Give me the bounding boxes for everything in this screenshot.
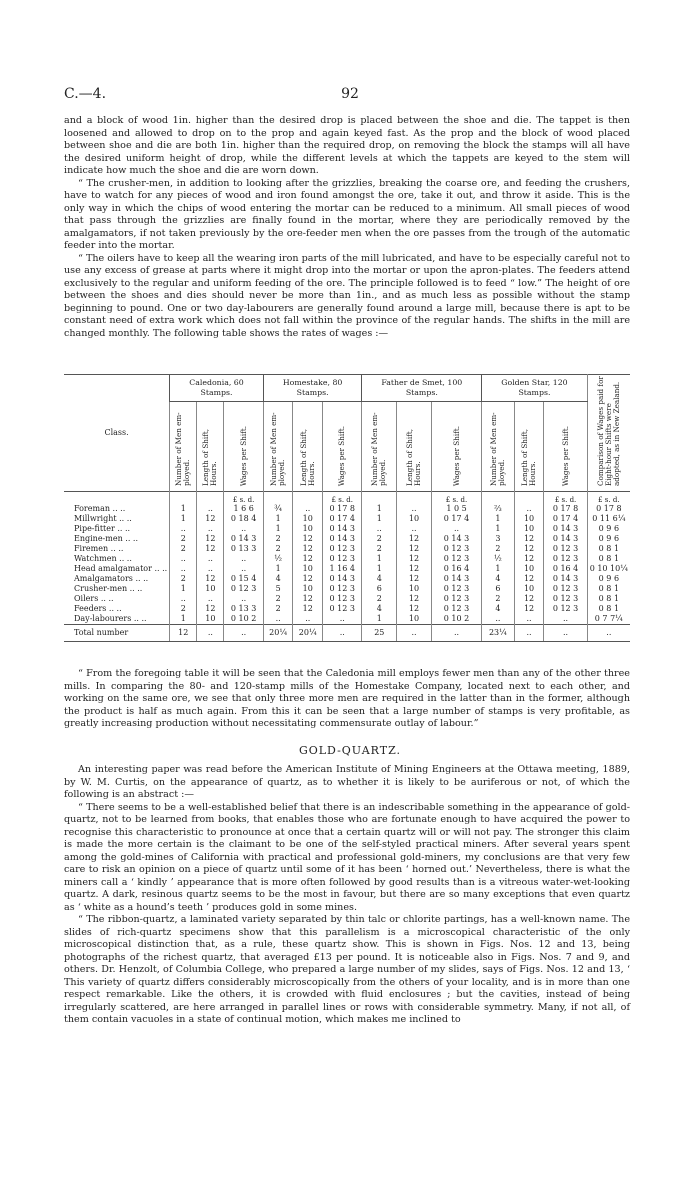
caledonia-wages-cell: 0 10 2 <box>224 614 263 625</box>
homestake-wages-cell: .. <box>323 614 362 625</box>
father-de-smet-men-cell: 2 <box>362 594 397 604</box>
homestake-men-cell: 2 <box>263 544 293 554</box>
comparison-cell: 0 9 6 <box>587 574 630 584</box>
father-de-smet-wages-cell: 0 16 4 <box>431 564 481 574</box>
comparison-cell: 0 9 6 <box>587 534 630 544</box>
golden-star-wages-cell: 0 12 3 <box>544 594 587 604</box>
paragraph: “ The crusher-men, in addition to looking after the grizzlies, breaking the coarse ore, and feeding the crushers, have to watch for any pieces of wood and iron found amongst the ore, take it out, and throw it aside. This is the only way in which the chips of wood entering the mortar can be reduced to a minimum. All small pieces of wood that pass through the grizzlies are finally found in the mortar, where they are periodically removed by the amalgamators, if not taken previously by the ore-feeder men when the ore passes from the trough of the automatic feeder into the mortar. <box>64 177 630 251</box>
caledonia-men-cell: 1 <box>170 504 197 514</box>
caledonia-hours-cell: 10 <box>197 614 224 625</box>
golden-star-men-cell: .. <box>482 614 515 625</box>
sub-header-men: Number of Men em-ployed. <box>482 402 515 492</box>
golden-star-men-cell: ⅔ <box>482 504 515 514</box>
table-row <box>64 534 630 544</box>
father-de-smet-wages-cell: 0 12 3 <box>431 554 481 564</box>
golden-star-hours-cell: 10 <box>514 564 544 574</box>
row-class-label: Head amalgamator .. .. <box>74 564 168 573</box>
caledonia-men-cell: 1 <box>170 614 197 625</box>
father-de-smet-hours-cell: .. <box>397 504 432 514</box>
caledonia-men-cell: .. <box>170 564 197 574</box>
homestake-men-cell: 1 <box>263 564 293 574</box>
table-row <box>64 594 630 604</box>
page-header <box>64 86 636 106</box>
row-class-label: Feeders .. .. <box>74 604 122 613</box>
golden-star-hours-cell: 12 <box>514 534 544 544</box>
paragraph: “ The oilers have to keep all the wearing iron parts of the mill lubricated, and have to be especially careful not to use any excess of grease at parts where it might drop into the mortar or upon the apron-plates. The feeders attend exclusively to the regular and uniform feeding of the ore. The principle followed is to feed “ low.” The height of ore between the shoes and dies should never be more than 1in., and as much less as possible without the stamp beginning to pound. One or two day-labourers are generally found around a large mill, because there is apt to be constant need of extra work which does not fall within the province of the regular hands. The shifts in the mill are changed monthly. The following table shows the rates of wages :— <box>64 252 630 339</box>
caledonia-wages-cell: .. <box>224 554 263 564</box>
page-number: 92 <box>341 86 359 102</box>
caledonia-hours-cell: 12 <box>197 534 224 544</box>
sub-header-wages: Wages per Shift. <box>224 402 263 492</box>
father-de-smet-hours-cell: 12 <box>397 604 432 614</box>
golden-star-hours-cell: 12 <box>514 594 544 604</box>
father-de-smet-hours-cell: 10 <box>397 514 432 524</box>
homestake-men-cell: 2 <box>263 594 293 604</box>
caledonia-wages-cell: 0 12 3 <box>224 584 263 594</box>
golden-star-wages-cell: 0 14 3 <box>544 574 587 584</box>
golden-star-wages-cell: 0 17 4 <box>544 514 587 524</box>
table-row <box>64 614 630 625</box>
golden-star-hours-cell: .. <box>514 504 544 514</box>
father-de-smet-wages-cell: 0 12 3 <box>431 584 481 594</box>
father-de-smet-men-cell: 1 <box>362 554 397 564</box>
father-de-smet-hours-cell: 12 <box>397 574 432 584</box>
table-row <box>64 524 630 534</box>
total-cell: .. <box>397 625 432 642</box>
gold-quartz-text-block <box>64 764 630 1027</box>
sub-header-men: Number of Men em-ployed. <box>263 402 293 492</box>
comparison-cell: 0 10 10¼ <box>587 564 630 574</box>
father-de-smet-wages-cell: 1 0 5 <box>431 504 481 514</box>
caledonia-wages-cell: .. <box>224 564 263 574</box>
homestake-wages-cell: 0 17 8 <box>323 504 362 514</box>
homestake-wages-cell: 0 12 3 <box>323 594 362 604</box>
total-cell: 20¼ <box>263 625 293 642</box>
caledonia-men-cell: 1 <box>170 514 197 524</box>
golden-star-men-cell: 4 <box>482 604 515 614</box>
caledonia-hours-cell: 12 <box>197 604 224 614</box>
caledonia-men-cell: 2 <box>170 604 197 614</box>
caledonia-wages-cell: 0 13 3 <box>224 544 263 554</box>
row-class-label: Foreman .. .. <box>74 504 126 513</box>
homestake-men-cell: .. <box>263 614 293 625</box>
father-de-smet-men-cell: 1 <box>362 564 397 574</box>
total-cell: 20¼ <box>293 625 323 642</box>
sub-header-men: Number of Men em-ployed. <box>170 402 197 492</box>
golden-star-men-cell: 6 <box>482 584 515 594</box>
father-de-smet-men-cell: 1 <box>362 514 397 524</box>
sub-header-shift: Length of Shift, Hours. <box>397 402 432 492</box>
father-de-smet-hours-cell: 10 <box>397 614 432 625</box>
wages-table <box>64 374 630 642</box>
sub-header-wages: Wages per Shift. <box>431 402 481 492</box>
father-de-smet-men-cell: 1 <box>362 614 397 625</box>
row-class-label: Day-labourers .. .. <box>74 614 147 623</box>
table-row <box>64 574 630 584</box>
sub-header-shift: Length of Shift, Hours. <box>293 402 323 492</box>
father-de-smet-hours-cell: .. <box>397 524 432 534</box>
homestake-hours-cell: .. <box>293 504 323 514</box>
father-de-smet-men-cell: 4 <box>362 574 397 584</box>
caledonia-wages-cell: 0 14 3 <box>224 534 263 544</box>
father-de-smet-wages-cell: 0 12 3 <box>431 604 481 614</box>
comparison-header: Comparison of Wages paid for Eight-hour Shifts were adopted, as in New Zealand. <box>587 375 630 492</box>
homestake-hours-cell: 12 <box>293 534 323 544</box>
father-de-smet-men-cell: 4 <box>362 604 397 614</box>
golden-star-men-cell: 4 <box>482 574 515 584</box>
paragraph: “ The ribbon-quartz, a laminated variety separated by thin talc or chlorite partings, has a well-known name. The slides of rich-quartz specimens show that this parallelism is a microscopical characteristic of the only microscopical distinction that, as a rule, these quartz show. This is shown in Figs. Nos. 12 and 13, being photographs of the richest quartz, that averaged £13 per pound. It is noticeable also in Figs. Nos. 7 and 9, and others. Dr. Henzolt, of Columbia College, who prepared a large number of my slides, says of Figs. Nos. 12 and 13, ‘ This variety of quartz differs considerably microscopically from the others of your locality, and is in more than one respect remarkable. Like the others, it is crowded with fluid enclosures ; but the cavities, instead of being irregularly scattered, are here arranged in parallel lines or rows with considerable symmetry. Many, if not all, of them contain vacuoles in a state of continual motion, which makes me inclined to <box>64 914 630 1025</box>
total-cell: 25 <box>362 625 397 642</box>
golden-star-men-cell: 2 <box>482 594 515 604</box>
father-de-smet-hours-cell: 12 <box>397 544 432 554</box>
comparison-cell: 0 7 7¼ <box>587 614 630 625</box>
row-class-label: Pipe-fitter .. .. <box>74 524 131 533</box>
comparison-cell: 0 8 1 <box>587 584 630 594</box>
father-de-smet-men-cell: 2 <box>362 534 397 544</box>
unit-label: £ s. d. <box>224 492 263 505</box>
father-de-smet-wages-cell: 0 17 4 <box>431 514 481 524</box>
row-class-label: Millwright .. .. <box>74 514 132 523</box>
top-text-block <box>64 115 630 340</box>
golden-star-wages-cell: 0 16 4 <box>544 564 587 574</box>
father-de-smet-wages-cell: 0 14 3 <box>431 534 481 544</box>
comparison-cell: 0 8 1 <box>587 554 630 564</box>
homestake-wages-cell: 1 16 4 <box>323 564 362 574</box>
table-row <box>64 504 630 514</box>
golden-star-hours-cell: 12 <box>514 574 544 584</box>
class-column-header: Class. <box>104 428 129 437</box>
golden-star-men-cell: 1 <box>482 564 515 574</box>
homestake-wages-cell: 0 14 3 <box>323 534 362 544</box>
group-header-homestake: Homestake, 80 Stamps. <box>263 375 362 402</box>
comparison-cell: 0 8 1 <box>587 604 630 614</box>
caledonia-hours-cell: 12 <box>197 514 224 524</box>
units-row <box>64 492 630 505</box>
group-header-caledonia: Caledonia, 60 Stamps. <box>170 375 264 402</box>
caledonia-hours-cell: .. <box>197 594 224 604</box>
homestake-hours-cell: 12 <box>293 544 323 554</box>
homestake-hours-cell: 10 <box>293 564 323 574</box>
golden-star-wages-cell: 0 14 3 <box>544 534 587 544</box>
father-de-smet-wages-cell: 0 12 3 <box>431 594 481 604</box>
golden-star-men-cell: 3 <box>482 534 515 544</box>
caledonia-wages-cell: 0 15 4 <box>224 574 263 584</box>
golden-star-hours-cell: 12 <box>514 544 544 554</box>
homestake-hours-cell: 12 <box>293 594 323 604</box>
caledonia-wages-cell: .. <box>224 594 263 604</box>
row-class-label: Crusher-men .. .. <box>74 584 143 593</box>
unit-label: £ s. d. <box>544 492 587 505</box>
total-cell: .. <box>587 625 630 642</box>
paragraph: An interesting paper was read before the American Institute of Mining Engineers at the Ottawa meeting, 1889, by W. M. Curtis, on the appearance of quartz, as to whether it is likely to be auriferous or not, of which the following is an abstract :— <box>64 764 630 800</box>
section-heading: GOLD-QUARTZ. <box>298 744 402 757</box>
golden-star-wages-cell: 0 12 3 <box>544 584 587 594</box>
caledonia-hours-cell: .. <box>197 564 224 574</box>
golden-star-men-cell: 1 <box>482 514 515 524</box>
golden-star-wages-cell: 0 12 3 <box>544 554 587 564</box>
father-de-smet-men-cell: 2 <box>362 544 397 554</box>
caledonia-hours-cell: .. <box>197 554 224 564</box>
total-cell: 12 <box>170 625 197 642</box>
sub-header-wages: Wages per Shift. <box>323 402 362 492</box>
paragraph: and a block of wood 1in. higher than the desired drop is placed between the shoe and die. The tappet is then loosened and allowed to drop on to the prop and again keyed fast. As the prop and the block of wood placed between shoe and die are both 1in. higher than the required drop, on removing the block the stamps will all have the desired uniform height of drop, while the different levels at which the tappets are keyed to the stem will indicate how much the shoe and die are worn down. <box>64 115 630 176</box>
golden-star-hours-cell: 10 <box>514 524 544 534</box>
caledonia-wages-cell: 0 18 4 <box>224 514 263 524</box>
father-de-smet-wages-cell: 0 12 3 <box>431 544 481 554</box>
homestake-hours-cell: 10 <box>293 524 323 534</box>
caledonia-hours-cell: .. <box>197 524 224 534</box>
homestake-wages-cell: 0 17 4 <box>323 514 362 524</box>
total-cell: .. <box>544 625 587 642</box>
paragraph: “ From the foregoing table it will be seen that the Caledonia mill employs fewer men than any of the other three mills. In comparing the 80- and 120-stamp mills of the Homestake Company, located next to each other, and working on the same ore, we see that only three more men are required in the latter than in the former, although the product is half as much again. From this it can be seen that a large number of stamps is very profitable, as greatly increasing production without necessitating commensurate outlay of labour.” <box>64 668 630 729</box>
father-de-smet-wages-cell: 0 10 2 <box>431 614 481 625</box>
homestake-men-cell: 5 <box>263 584 293 594</box>
golden-star-hours-cell: 10 <box>514 584 544 594</box>
homestake-hours-cell: 12 <box>293 574 323 584</box>
father-de-smet-men-cell: 6 <box>362 584 397 594</box>
homestake-men-cell: 1 <box>263 524 293 534</box>
father-de-smet-men-cell: 1 <box>362 504 397 514</box>
table-row <box>64 544 630 554</box>
caledonia-men-cell: 2 <box>170 574 197 584</box>
father-de-smet-wages-cell: 0 14 3 <box>431 574 481 584</box>
group-header-father-de-smet: Father de Smet, 100 Stamps. <box>362 375 482 402</box>
golden-star-wages-cell: 0 17 8 <box>544 504 587 514</box>
golden-star-wages-cell: 0 12 3 <box>544 544 587 554</box>
homestake-hours-cell: 10 <box>293 584 323 594</box>
homestake-men-cell: 1 <box>263 514 293 524</box>
row-class-label: Oilers .. .. <box>74 594 114 603</box>
golden-star-men-cell: 1 <box>482 524 515 534</box>
father-de-smet-hours-cell: 12 <box>397 534 432 544</box>
unit-label: £ s. d. <box>587 492 630 505</box>
golden-star-wages-cell: .. <box>544 614 587 625</box>
homestake-hours-cell: 12 <box>293 554 323 564</box>
homestake-wages-cell: 0 12 3 <box>323 604 362 614</box>
homestake-hours-cell: 10 <box>293 514 323 524</box>
father-de-smet-hours-cell: 12 <box>397 564 432 574</box>
golden-star-men-cell: ½ <box>482 554 515 564</box>
caledonia-hours-cell: 10 <box>197 584 224 594</box>
homestake-men-cell: ½ <box>263 554 293 564</box>
total-cell: .. <box>514 625 544 642</box>
homestake-wages-cell: 0 12 3 <box>323 554 362 564</box>
homestake-men-cell: 2 <box>263 534 293 544</box>
total-cell: .. <box>323 625 362 642</box>
total-cell: .. <box>197 625 224 642</box>
sub-header-shift: Length of Shift, Hours. <box>197 402 224 492</box>
caledonia-men-cell: .. <box>170 554 197 564</box>
caledonia-wages-cell: 1 6 6 <box>224 504 263 514</box>
table-row <box>64 554 630 564</box>
table-row <box>64 564 630 574</box>
comparison-cell: 0 8 1 <box>587 544 630 554</box>
sub-header-men: Number of Men em-ployed. <box>362 402 397 492</box>
father-de-smet-wages-cell: .. <box>431 524 481 534</box>
father-de-smet-hours-cell: 12 <box>397 594 432 604</box>
caledonia-hours-cell: 12 <box>197 574 224 584</box>
homestake-wages-cell: 0 12 3 <box>323 544 362 554</box>
total-label: Total number <box>64 625 170 642</box>
table-row <box>64 584 630 594</box>
unit-label: £ s. d. <box>431 492 481 505</box>
report-code: C.—4. <box>64 86 107 102</box>
golden-star-hours-cell: 12 <box>514 604 544 614</box>
father-de-smet-hours-cell: 12 <box>397 554 432 564</box>
table-body <box>64 492 630 642</box>
homestake-men-cell: 4 <box>263 574 293 584</box>
comparison-cell: 0 8 1 <box>587 594 630 604</box>
caledonia-hours-cell: 12 <box>197 544 224 554</box>
homestake-hours-cell: .. <box>293 614 323 625</box>
total-cell: 23¼ <box>482 625 515 642</box>
homestake-wages-cell: 0 14 3 <box>323 524 362 534</box>
conclusion-text-block <box>64 668 630 731</box>
caledonia-men-cell: 2 <box>170 534 197 544</box>
caledonia-men-cell: 1 <box>170 584 197 594</box>
row-class-label: Engine-men .. .. <box>74 534 138 543</box>
table-row <box>64 604 630 614</box>
comparison-cell: 0 17 8 <box>587 504 630 514</box>
total-cell: .. <box>224 625 263 642</box>
caledonia-wages-cell: 0 13 3 <box>224 604 263 614</box>
golden-star-wages-cell: 0 12 3 <box>544 604 587 614</box>
comparison-cell: 0 11 6¼ <box>587 514 630 524</box>
caledonia-men-cell: .. <box>170 594 197 604</box>
total-row <box>64 625 630 642</box>
homestake-wages-cell: 0 14 3 <box>323 574 362 584</box>
homestake-men-cell: ¾ <box>263 504 293 514</box>
unit-label: £ s. d. <box>323 492 362 505</box>
homestake-men-cell: 2 <box>263 604 293 614</box>
homestake-wages-cell: 0 12 3 <box>323 584 362 594</box>
sub-header-wages: Wages per Shift. <box>544 402 587 492</box>
sub-header-shift: Length of Shift, Hours. <box>514 402 544 492</box>
row-class-label: Amalgamators .. .. <box>74 574 149 583</box>
row-class-label: Watchmen .. .. <box>74 554 132 563</box>
paragraph: “ There seems to be a well-established belief that there is an indescribable something in the appearance of gold-quartz, not to be learned from books, that enables those who are fortunate enough to have acquired the power to recognise this characteristic to pronounce at once that a certain quartz will or will not pay. The stronger this claim is made the more certain is the claimant to be one of the self-styled practical miners. After several years spent among the gold-mines of California with practical and professional gold-miners, my conclusions are that very few care to risk an opinion on a piece of quartz until some of it has been ‘ horned out.’ Nevertheless, there is what the miners call a ‘ kindly ’ appearance that is more often followed by good results than is a vitreous water-wet-looking quartz. A dark, resinous quartz seems to be the most in favour, but there are so many exceptions that even quartz as ‘ white as a hound’s teeth ’ produces gold in some mines. <box>64 801 630 913</box>
father-de-smet-hours-cell: 10 <box>397 584 432 594</box>
golden-star-hours-cell: 12 <box>514 554 544 564</box>
comparison-cell: 0 9 6 <box>587 524 630 534</box>
group-header-golden-star: Golden Star, 120 Stamps. <box>482 375 588 402</box>
caledonia-wages-cell: .. <box>224 524 263 534</box>
golden-star-men-cell: 2 <box>482 544 515 554</box>
golden-star-hours-cell: 10 <box>514 514 544 524</box>
homestake-hours-cell: 12 <box>293 604 323 614</box>
caledonia-hours-cell: .. <box>197 504 224 514</box>
table-row <box>64 514 630 524</box>
caledonia-men-cell: 2 <box>170 544 197 554</box>
total-cell: .. <box>431 625 481 642</box>
golden-star-hours-cell: .. <box>514 614 544 625</box>
father-de-smet-men-cell: .. <box>362 524 397 534</box>
golden-star-wages-cell: 0 14 3 <box>544 524 587 534</box>
caledonia-men-cell: .. <box>170 524 197 534</box>
row-class-label: Firemen .. .. <box>74 544 124 553</box>
